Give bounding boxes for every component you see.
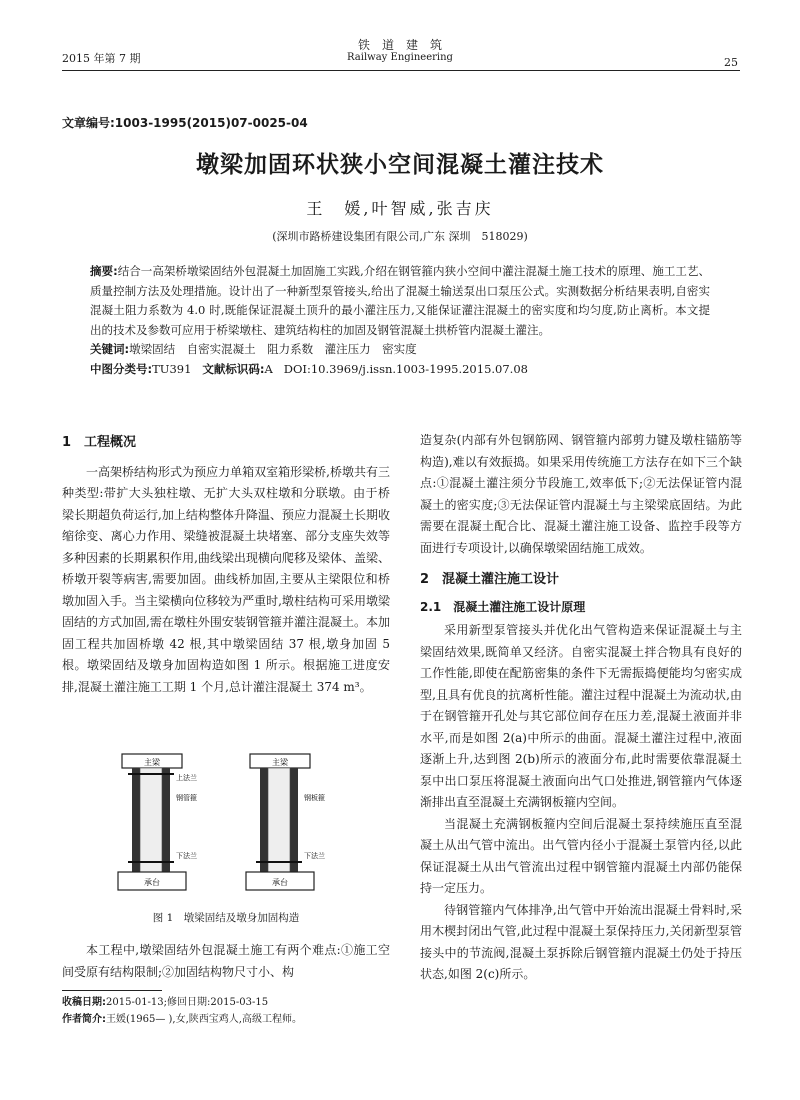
journal-title-en: Railway Engineering — [347, 52, 453, 63]
abstract-block — [90, 262, 710, 379]
article-number: 文章编号:1003-1995(2015)07-0025-04 — [62, 116, 308, 130]
abstract — [90, 262, 710, 340]
abstract-label: 摘要: — [90, 264, 118, 278]
hoop-right-b — [290, 768, 298, 872]
left-column-continued — [62, 940, 390, 983]
left-column — [62, 432, 390, 698]
doc-code-value: A — [264, 361, 273, 376]
label-lower-flange-right: 下法兰 — [304, 852, 325, 860]
label-cap-right: 承台 — [272, 878, 288, 887]
figure-1-left — [118, 754, 197, 890]
right-column — [420, 430, 742, 986]
pier-right — [268, 768, 290, 872]
clc-label: 中图分类号: — [90, 361, 153, 376]
label-lower-flange-left: 下法兰 — [176, 852, 197, 860]
hoop-left-b — [162, 768, 170, 872]
keywords-label: 关键词: — [90, 342, 130, 356]
section-2-1-paragraph-3: 待钢管箍内气体排净,出气管中开始流出混凝土骨料时,采用木楔封闭出气管,此过程中混凝土泵保持压力,关闭新型泵管接头中的节流阀,混凝土泵拆除后钢管箍内混凝土仍处于持压状态,如图 2(c)所示。 — [420, 902, 742, 981]
authors: 王 媛,叶智威,张吉庆 — [306, 199, 494, 218]
section-1-paragraph: 一高架桥结构形式为预应力单箱双室箱形梁桥,桥墩共有三种类型:带扩大头独柱墩、无扩大头双柱墩和分联墩。由于桥梁长期超负荷运行,加上结构整体升降温、预应力混凝土长期收缩徐变、离心力作用、梁缝被混凝土块堵塞、部分支座失效等多种因素的长期累积作用,曲线梁出现横向爬移及梁体、盖梁、桥墩开裂等病害,需要加固。曲线桥加固,主要从主梁限位和桥墩加固入手。当主梁横向位移较为严重时,墩柱结构可采用墩梁固结的方式加固,需在墩柱外围安装钢管箍并灌注混凝土。本加固工程共加固桥墩 42 根,其中墩梁固结 37 根,墩身加固 5 根。墩梁固结及墩身加固构造如图 1 所示。根据施工进度安排,混凝土灌注施工工期 1 个月,总计灌注混凝土 374 m³。 — [62, 464, 390, 694]
header-rule — [62, 70, 740, 71]
received-label: 收稿日期: — [62, 997, 106, 1008]
keywords — [90, 340, 710, 360]
section-2-1-paragraph-1: 采用新型泵管接头并优化出气管构造来保证混凝土与主梁固结效果,既简单又经济。自密实混凝土拌合物具有良好的工作性能,即使在配筋密集的条件下无需振捣便能均匀密实成型,且具有优良的抗离析性能。灌注过程中混凝土为流动状,由于在钢管箍开孔处与其它部位间存在压力差,混凝土液面并非水平,而是如图 2(a)中所示的曲面。混凝土灌注过程中,液面逐渐上升,达到图 2(b)所示的液面分布,此时需要依靠混凝土泵中出口泵压将混凝土液面向出气口处推进,钢管箍内气体逐渐排出直至混凝土充满钢板箍内空间。 — [420, 623, 742, 809]
subsection-2-1-heading: 2.1 混凝土灌注施工设计原理 — [420, 599, 586, 614]
author-bio-value: 王媛(1965— ),女,陕西宝鸡人,高级工程师。 — [106, 1014, 302, 1025]
label-cap-left: 承台 — [144, 878, 160, 887]
figure-1-caption: 图 1 墩梁固结及墩身加固构造 — [152, 912, 300, 924]
doi: DOI:10.3969/j.issn.1003-1995.2015.07.08 — [283, 361, 528, 376]
author-bio — [62, 1011, 390, 1028]
doc-code-label: 文献标识码: — [202, 361, 265, 376]
page-number: 25 — [724, 56, 738, 69]
label-beam-right: 主梁 — [272, 758, 288, 767]
label-upper-flange: 上法兰 — [176, 774, 197, 782]
affiliation: (深圳市路桥建设集团有限公司,广东 深圳 518029) — [272, 230, 528, 243]
received-date — [62, 994, 390, 1011]
label-hoop-left: 钢管箍 — [176, 794, 197, 802]
footnotes — [62, 994, 390, 1028]
footnote-rule — [62, 990, 162, 991]
section-1-paragraph-2: 本工程中,墩梁固结外包混凝土施工有两个难点:①施工空间受原有结构限制;②加固结构物尺寸小、构 — [62, 943, 390, 979]
clc-value: TU391 — [152, 361, 192, 376]
pier-left — [140, 768, 162, 872]
hoop-left-a — [132, 768, 140, 872]
received-value: 2015-01-13;修回日期:2015-03-15 — [106, 997, 269, 1008]
author-bio-label: 作者简介: — [62, 1014, 106, 1025]
label-beam-left: 主梁 — [144, 758, 160, 767]
journal-title-cn: 铁 道 建 筑 — [357, 38, 442, 52]
issue-label: 2015 年第 7 期 — [62, 52, 141, 65]
figure-1-right — [246, 754, 325, 890]
classification — [90, 360, 710, 380]
keywords-text: 墩梁固结 自密实混凝土 阻力系数 灌注压力 密实度 — [129, 342, 417, 356]
section-1-heading: 1 工程概况 — [62, 435, 137, 450]
label-hoop-right: 钢板箍 — [304, 794, 325, 802]
hoop-right-a — [260, 768, 268, 872]
abstract-text: 结合一高架桥墩梁固结外包混凝土加固施工实践,介绍在钢管箍内狭小空间中灌注混凝土施工技术的原理、施工工艺、质量控制方法及处理措施。设计出了一种新型泵管接头,给出了混凝土输送泵出口泵压公式。实测数据分析结果表明,自密实混凝土阻力系数为 4.0 时,既能保证混凝土顶升的最小灌注压力,又能保证灌注混凝土的密实度和均匀度,防止离析。本文提出的技术及参数可应用于桥梁墩柱、建筑结构柱的加固及钢管混凝土拱桥管内混凝土灌注。 — [90, 264, 710, 337]
section-2-heading: 2 混凝土灌注施工设计 — [420, 572, 560, 587]
figure-1 — [104, 752, 350, 902]
paper-title: 墩梁加固环状狭小空间混凝土灌注技术 — [196, 152, 604, 178]
section-1-continued: 造复杂(内部有外包钢筋网、钢管箍内部剪力键及墩柱锚筋等构造),难以有效振捣。如果采用传统施工方法存在如下三个缺点:①混凝土灌注须分节段施工,效率低下;②无法保证管内混凝土的密实度;③无法保证管内混凝土与主梁梁底固结。为此需要在混凝土配合比、混凝土灌注施工设备、监控手段等方面进行专项设计,以确保墩梁固结施工成效。 — [420, 433, 742, 555]
section-2-1-paragraph-2: 当混凝土充满钢板箍内空间后混凝土泵持续施压直至混凝土从出气管中流出。出气管内径小于混凝土泵管内径,以此保证混凝土从出气管流出过程中钢管箍内混凝土内部仍能保持一定压力。 — [420, 816, 742, 895]
